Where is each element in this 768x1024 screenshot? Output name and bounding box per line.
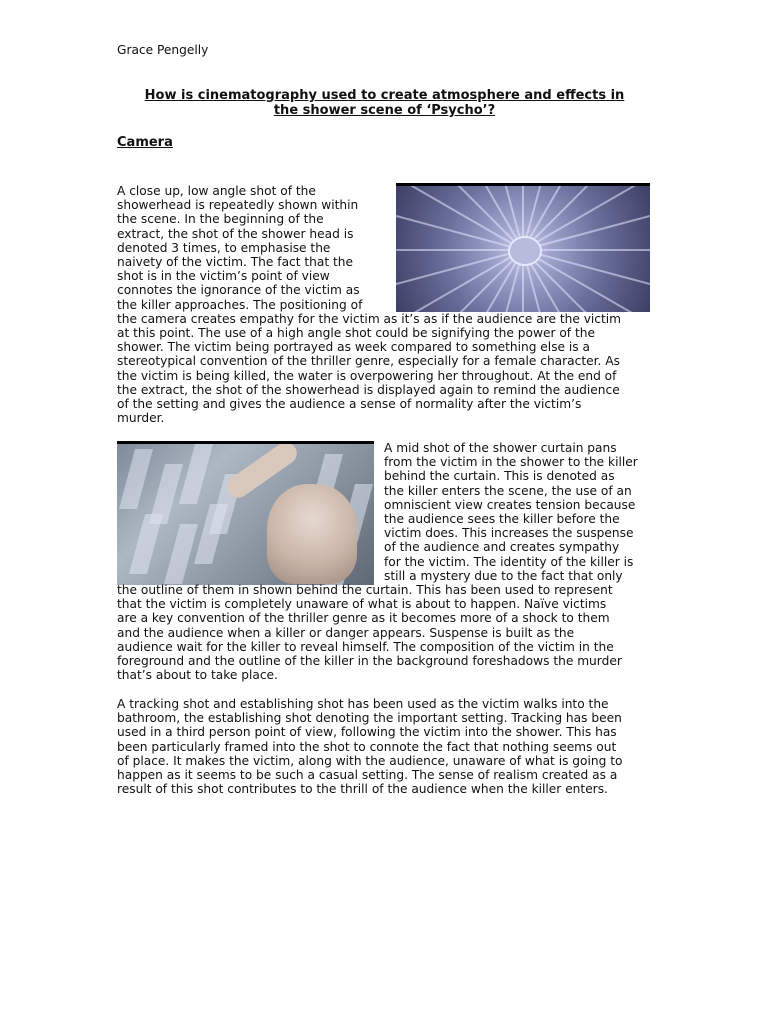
paragraph-line: used in a third person point of view, following the victim into the shower. This has	[117, 725, 617, 740]
paragraph-line: A close up, low angle shot of the	[117, 184, 316, 198]
paragraph-shower-curtain	[117, 441, 653, 682]
paragraph-line: still a mystery due to the fact that only	[384, 568, 623, 583]
paragraph-line: that’s about to take place.	[117, 668, 278, 683]
paragraph-showerhead	[117, 184, 653, 425]
title-line-1: How is cinematography used to create atmosphere and effects in	[144, 88, 625, 103]
paragraph-line: naivety of the victim. The fact that the	[117, 255, 354, 270]
paragraph-line: A mid shot of the shower curtain pans	[384, 441, 617, 455]
paragraph-line: the outline of them in shown behind the curtain. This has been used to represent	[117, 583, 613, 598]
paragraph-line: omniscient view creates tension because	[384, 497, 636, 512]
paragraph-line: at this point. The use of a high angle shot could be signifying the power of the	[117, 326, 595, 341]
paragraph-line: from the victim in the shower to the killer	[384, 455, 638, 470]
paragraph-line: shot is in the victim’s point of view	[117, 269, 330, 284]
paragraph-line: connotes the ignorance of the victim as	[117, 283, 360, 298]
paragraph-line: victim does. This increases the suspense	[384, 526, 634, 541]
paragraph-line: the scene. In the beginning of the	[117, 212, 324, 227]
paragraph-line: audience wait for the killer to reveal himself. The composition of the victim in the	[117, 639, 614, 654]
paragraph-line: the extract, the shot of the showerhead is displayed again to remind the audience	[117, 382, 620, 397]
paragraph-line: stereotypical convention of the thriller genre, especially for a female character. As	[117, 354, 620, 369]
paragraph-line: murder.	[117, 411, 165, 426]
title-line-2: the shower scene of ‘Psycho’?	[273, 103, 496, 118]
paragraph-line: are a key convention of the thriller genre as it becomes more of a shock to them	[117, 611, 610, 626]
paragraph-line: the victim is being killed, the water is overpowering her throughout. At the end of	[117, 368, 617, 383]
paragraph-line: been particularly framed into the shot to connote the fact that nothing seems out	[117, 739, 617, 754]
paragraph-line: for the victim. The identity of the killer is	[384, 554, 634, 569]
paragraph-line: A tracking shot and establishing shot has been used as the victim walks into the	[117, 697, 609, 711]
paragraph-line: extract, the shot of the shower head is	[117, 226, 354, 241]
paragraph-line: the killer approaches. The positioning of	[117, 297, 363, 312]
paragraph-line: of the setting and gives the audience a sense of normality after the victim’s	[117, 397, 582, 412]
author-name: Grace Pengelly	[117, 43, 209, 57]
section-heading-camera: Camera	[117, 135, 173, 150]
paragraph-line: shower. The victim being portrayed as week compared to something else is a	[117, 340, 590, 355]
paragraph-tracking-shot	[117, 697, 653, 796]
paragraph-line: result of this shot contributes to the thrill of the audience when the killer enters.	[117, 782, 608, 797]
paragraph-line: of the audience and creates sympathy	[384, 540, 620, 555]
document-title	[117, 88, 652, 118]
paragraph-line: foreground and the outline of the killer in the background foreshadows the murder	[117, 654, 622, 669]
paragraph-line: behind the curtain. This is denoted as	[384, 469, 615, 484]
paragraph-line: the audience sees the killer before the	[384, 512, 620, 527]
paragraph-line: that the victim is completely unaware of what is about to happen. Naïve victims	[117, 597, 607, 612]
paragraph-line: denoted 3 times, to emphasise the	[117, 240, 331, 255]
paragraph-line: the camera creates empathy for the victim as it’s as if the audience are the victim	[117, 311, 622, 326]
paragraph-line: of place. It makes the victim, along with the audience, unaware of what is going to	[117, 753, 623, 768]
paragraph-line: and the audience when a killer or danger appears. Suspense is built as the	[117, 625, 575, 640]
paragraph-line: showerhead is repeatedly shown within	[117, 198, 359, 213]
paragraph-line: bathroom, the establishing shot denoting the important setting. Tracking has been	[117, 711, 622, 726]
paragraph-line: happen as it seems to be such a casual setting. The sense of realism created as a	[117, 768, 618, 783]
paragraph-line: the killer enters the scene, the use of an	[384, 483, 632, 498]
